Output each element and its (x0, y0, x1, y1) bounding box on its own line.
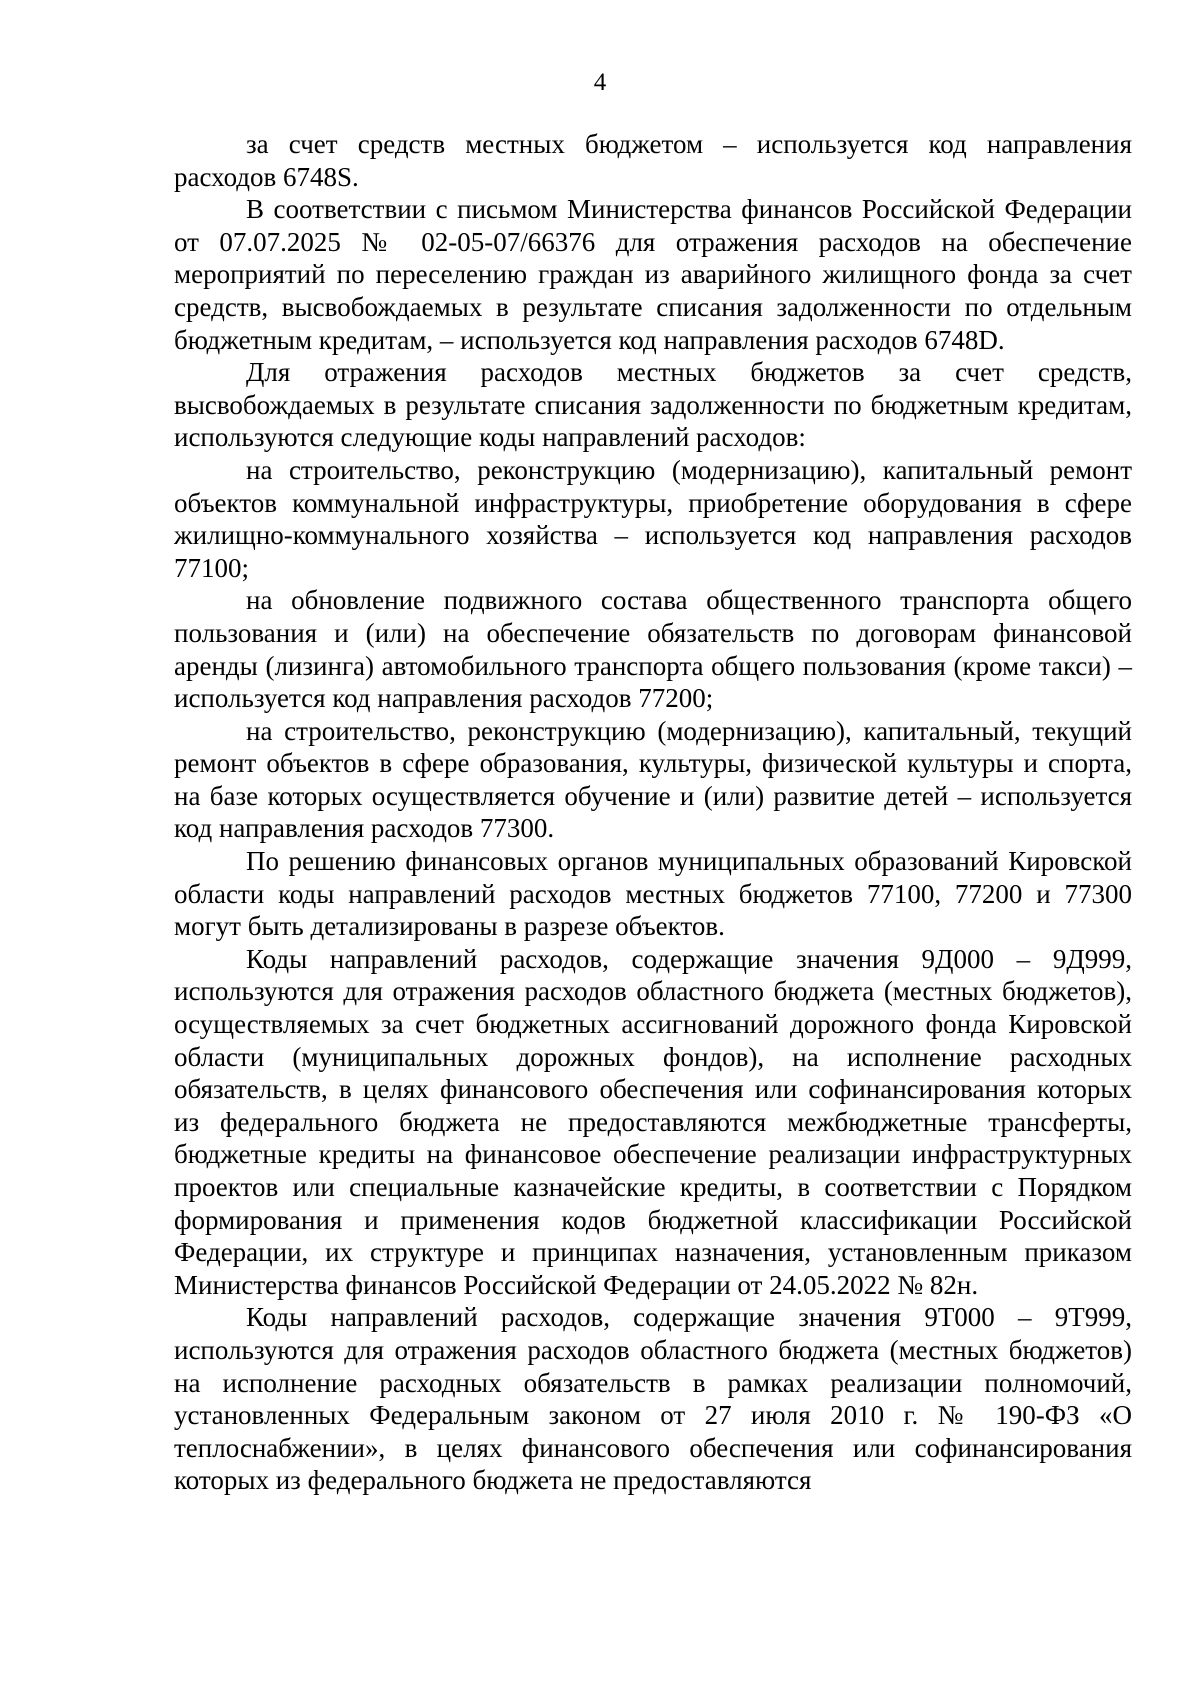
document-body (174, 128, 1132, 1497)
paragraph-6: на строительство, реконструкцию (модернизацию), капитальный, текущий ремонт объектов в сфере образования, культуры, физической культуры и спорта, на базе которых осуществляется обучение и (или) развитие детей – используется код направления расходов 77300. (174, 715, 1132, 844)
page-number: 4 (593, 69, 607, 96)
paragraph-8: Коды направлений расходов, содержащие значения 9Д000 – 9Д999, используются для отражения расходов областного бюджета (местных бюджетов), осуществляемых за счет бюджетных ассигнований дорожного фонда Кировской области (муниципальных дорожных фондов), на исполнение расходных обязательств, в целях финансового обеспечения или софинансирования которых из федерального бюджета не предоставляются межбюджетные трансферты, бюджетные кредиты на финансовое обеспечение реализации инфраструктурных проектов или специальные казначейские кредиты, в соответствии с Порядком формирования и применения кодов бюджетной классификации Российской Федерации, их структуре и принципах назначения, установленным приказом Министерства финансов Российской Федерации от 24.05.2022 № 82н. (174, 943, 1132, 1300)
paragraph-9: Коды направлений расходов, содержащие значения 9Т000 – 9Т999, используются для отражения расходов областного бюджета (местных бюджетов) на исполнение расходных обязательств в рамках реализации полномочий, установленных Федеральным законом от 27 июля 2010 г. № 190-ФЗ «О теплоснабжении», в целях финансового обеспечения или софинансирования которых из федерального бюджета не предоставляются (174, 1302, 1132, 1496)
paragraph-2: В соответствии с письмом Министерства финансов Российской Федерации от 07.07.2025 № 02-05-07/66376 для отражения расходов на обеспечение мероприятий по переселению граждан из аварийного жилищного фонда за счет средств, высвобождаемых в результате списания задолженности по отдельным бюджетным кредитам, – используется код направления расходов 6748D. (174, 194, 1132, 355)
paragraph-1: за счет средств местных бюджетом – используется код направления расходов 6748S. (174, 129, 1132, 192)
paragraph-3: Для отражения расходов местных бюджетов за счет средств, высвобождаемых в результате списания задолженности по бюджетным кредитам, используются следующие коды направлений расходов: (174, 357, 1132, 453)
paragraph-5: на обновление подвижного состава общественного транспорта общего пользования и (или) на обеспечение обязательств по договорам финансовой аренды (лизинга) автомобильного транспорта общего пользования (кроме такси) – используется код направления расходов 77200; (174, 585, 1132, 714)
paragraph-7: По решению финансовых органов муниципальных образований Кировской области коды направлений расходов местных бюджетов 77100, 77200 и 77300 могут быть детализированы в разрезе объектов. (174, 846, 1132, 942)
paragraph-4: на строительство, реконструкцию (модернизацию), капитальный ремонт объектов коммунальной инфраструктуры, приобретение оборудования в сфере жилищно-коммунального хозяйства – используется код направления расходов 77100; (174, 454, 1132, 583)
